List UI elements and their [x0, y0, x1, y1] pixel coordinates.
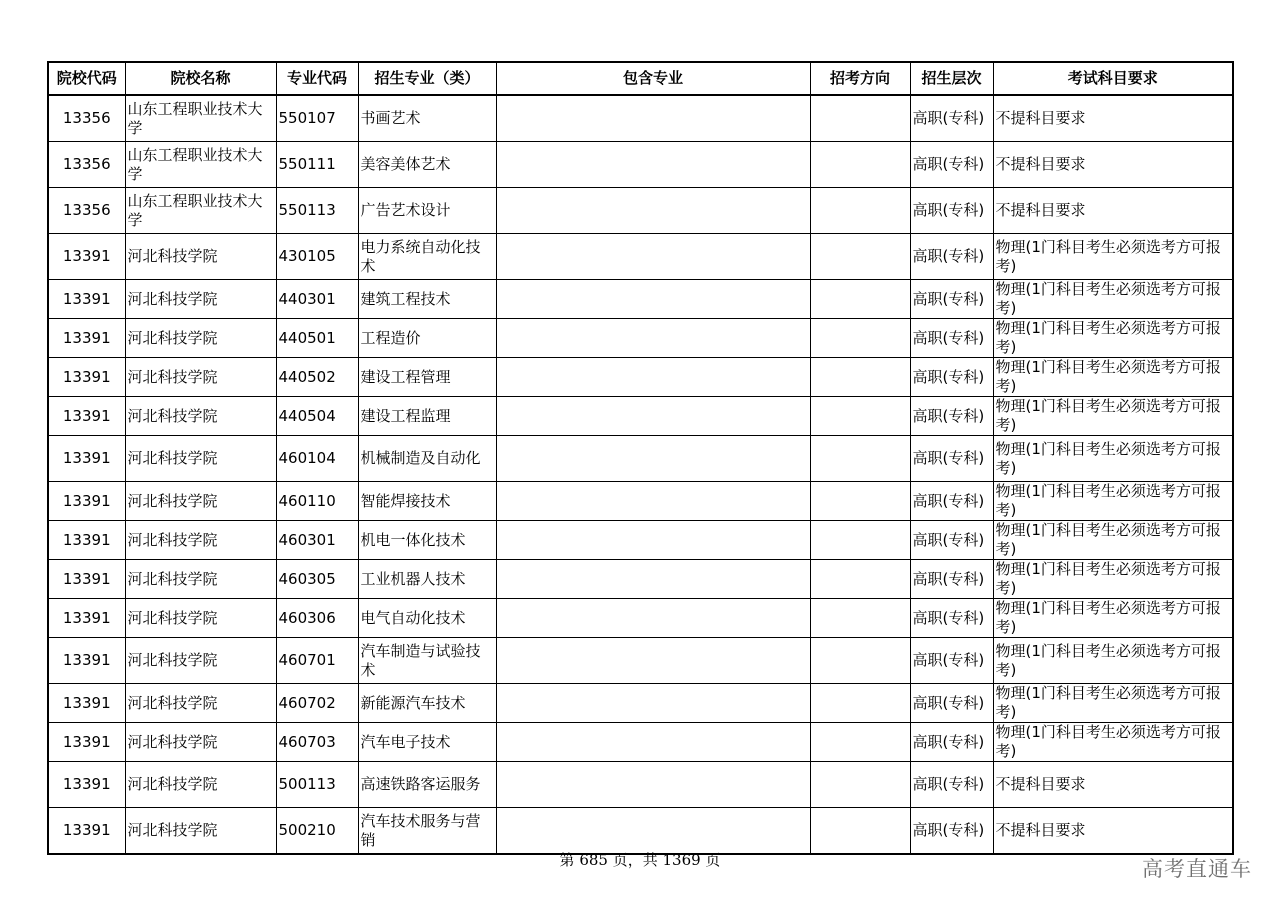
cell-direction: [810, 358, 910, 397]
cell-included-majors: [496, 762, 810, 808]
table-row: [48, 808, 1233, 855]
cell-level: 高职(专科): [910, 684, 993, 723]
cell-included-majors: [496, 397, 810, 436]
cell-subject-requirements: 不提科目要求: [993, 142, 1233, 188]
cell-level: 高职(专科): [910, 521, 993, 560]
page-number: 第 685 页，共 1369 页: [559, 851, 721, 869]
cell-included-majors: [496, 808, 810, 855]
cell-school-code: 13391: [48, 397, 125, 436]
header-subject-requirements: 考试科目要求: [993, 62, 1233, 95]
cell-subject-requirements: 物理(1门科目考生必须选考方可报考): [993, 397, 1233, 436]
header-major-code: 专业代码: [276, 62, 358, 95]
cell-major: 新能源汽车技术: [358, 684, 496, 723]
cell-school-code: 13391: [48, 521, 125, 560]
cell-school-code: 13391: [48, 723, 125, 762]
cell-level: 高职(专科): [910, 234, 993, 280]
cell-included-majors: [496, 188, 810, 234]
cell-direction: [810, 319, 910, 358]
table-row: [48, 188, 1233, 234]
cell-subject-requirements: 物理(1门科目考生必须选考方可报考): [993, 638, 1233, 684]
cell-subject-requirements: 物理(1门科目考生必须选考方可报考): [993, 482, 1233, 521]
cell-major-code: 460110: [276, 482, 358, 521]
cell-included-majors: [496, 95, 810, 142]
cell-level: 高职(专科): [910, 397, 993, 436]
cell-direction: [810, 684, 910, 723]
cell-major-code: 460305: [276, 560, 358, 599]
cell-school-name: 河北科技学院: [125, 762, 276, 808]
table-row: [48, 599, 1233, 638]
table-header-row: [48, 62, 1233, 95]
header-level: 招生层次: [910, 62, 993, 95]
cell-school-code: 13356: [48, 95, 125, 142]
cell-direction: [810, 521, 910, 560]
cell-included-majors: [496, 684, 810, 723]
cell-major: 智能焊接技术: [358, 482, 496, 521]
cell-major: 汽车电子技术: [358, 723, 496, 762]
header-school-name: 院校名称: [125, 62, 276, 95]
cell-direction: [810, 599, 910, 638]
table-row: [48, 762, 1233, 808]
header-major: 招生专业（类）: [358, 62, 496, 95]
cell-school-name: 山东工程职业技术大学: [125, 188, 276, 234]
cell-school-code: 13391: [48, 280, 125, 319]
cell-school-name: 河北科技学院: [125, 319, 276, 358]
cell-school-code: 13391: [48, 599, 125, 638]
cell-major-code: 430105: [276, 234, 358, 280]
cell-direction: [810, 280, 910, 319]
admissions-table: [47, 61, 1234, 855]
cell-school-name: 河北科技学院: [125, 599, 276, 638]
cell-school-code: 13391: [48, 436, 125, 482]
cell-level: 高职(专科): [910, 319, 993, 358]
cell-major: 高速铁路客运服务: [358, 762, 496, 808]
table-row: [48, 521, 1233, 560]
cell-school-name: 河北科技学院: [125, 638, 276, 684]
cell-major-code: 460301: [276, 521, 358, 560]
cell-school-code: 13356: [48, 188, 125, 234]
cell-included-majors: [496, 280, 810, 319]
cell-major-code: 440502: [276, 358, 358, 397]
cell-level: 高职(专科): [910, 358, 993, 397]
cell-school-code: 13356: [48, 142, 125, 188]
cell-major: 汽车技术服务与营销: [358, 808, 496, 855]
cell-subject-requirements: 物理(1门科目考生必须选考方可报考): [993, 684, 1233, 723]
cell-school-code: 13391: [48, 358, 125, 397]
table-row: [48, 482, 1233, 521]
cell-included-majors: [496, 319, 810, 358]
cell-school-name: 河北科技学院: [125, 560, 276, 599]
cell-school-name: 河北科技学院: [125, 280, 276, 319]
header-direction: 招考方向: [810, 62, 910, 95]
cell-major: 电气自动化技术: [358, 599, 496, 638]
cell-subject-requirements: 物理(1门科目考生必须选考方可报考): [993, 234, 1233, 280]
cell-major: 美容美体艺术: [358, 142, 496, 188]
cell-subject-requirements: 物理(1门科目考生必须选考方可报考): [993, 436, 1233, 482]
cell-major: 广告艺术设计: [358, 188, 496, 234]
cell-school-code: 13391: [48, 482, 125, 521]
cell-major: 工程造价: [358, 319, 496, 358]
cell-school-code: 13391: [48, 762, 125, 808]
cell-level: 高职(专科): [910, 560, 993, 599]
table-row: [48, 319, 1233, 358]
table-row: [48, 560, 1233, 599]
cell-school-name: 河北科技学院: [125, 234, 276, 280]
cell-major-code: 460701: [276, 638, 358, 684]
cell-direction: [810, 723, 910, 762]
cell-subject-requirements: 物理(1门科目考生必须选考方可报考): [993, 358, 1233, 397]
cell-school-code: 13391: [48, 560, 125, 599]
cell-level: 高职(专科): [910, 808, 993, 855]
cell-subject-requirements: 不提科目要求: [993, 188, 1233, 234]
cell-included-majors: [496, 723, 810, 762]
cell-subject-requirements: 物理(1门科目考生必须选考方可报考): [993, 560, 1233, 599]
cell-major: 建设工程监理: [358, 397, 496, 436]
header-school-code: 院校代码: [48, 62, 125, 95]
cell-level: 高职(专科): [910, 188, 993, 234]
cell-subject-requirements: 不提科目要求: [993, 762, 1233, 808]
cell-included-majors: [496, 142, 810, 188]
cell-direction: [810, 95, 910, 142]
cell-school-name: 山东工程职业技术大学: [125, 142, 276, 188]
cell-direction: [810, 397, 910, 436]
cell-school-name: 河北科技学院: [125, 723, 276, 762]
cell-major-code: 440504: [276, 397, 358, 436]
cell-major: 工业机器人技术: [358, 560, 496, 599]
cell-level: 高职(专科): [910, 280, 993, 319]
cell-school-name: 河北科技学院: [125, 808, 276, 855]
cell-school-code: 13391: [48, 234, 125, 280]
table-row: [48, 723, 1233, 762]
table-row: [48, 95, 1233, 142]
cell-subject-requirements: 物理(1门科目考生必须选考方可报考): [993, 319, 1233, 358]
cell-major: 建设工程管理: [358, 358, 496, 397]
header-included-majors: 包含专业: [496, 62, 810, 95]
cell-school-name: 河北科技学院: [125, 436, 276, 482]
cell-school-code: 13391: [48, 638, 125, 684]
cell-major-code: 460306: [276, 599, 358, 638]
cell-school-name: 河北科技学院: [125, 521, 276, 560]
table-row: [48, 358, 1233, 397]
cell-subject-requirements: 物理(1门科目考生必须选考方可报考): [993, 521, 1233, 560]
cell-school-name: 山东工程职业技术大学: [125, 95, 276, 142]
cell-major: 机械制造及自动化: [358, 436, 496, 482]
table-row: [48, 234, 1233, 280]
table-row: [48, 638, 1233, 684]
table-row: [48, 142, 1233, 188]
cell-major: 书画艺术: [358, 95, 496, 142]
cell-level: 高职(专科): [910, 723, 993, 762]
cell-school-name: 河北科技学院: [125, 358, 276, 397]
cell-major-code: 550113: [276, 188, 358, 234]
table-row: [48, 397, 1233, 436]
cell-level: 高职(专科): [910, 482, 993, 521]
table-row: [48, 436, 1233, 482]
cell-school-code: 13391: [48, 808, 125, 855]
cell-major-code: 500113: [276, 762, 358, 808]
cell-subject-requirements: 物理(1门科目考生必须选考方可报考): [993, 280, 1233, 319]
table-row: [48, 280, 1233, 319]
cell-direction: [810, 638, 910, 684]
cell-included-majors: [496, 436, 810, 482]
cell-level: 高职(专科): [910, 142, 993, 188]
cell-level: 高职(专科): [910, 762, 993, 808]
cell-level: 高职(专科): [910, 95, 993, 142]
cell-direction: [810, 482, 910, 521]
cell-subject-requirements: 物理(1门科目考生必须选考方可报考): [993, 599, 1233, 638]
cell-major-code: 460703: [276, 723, 358, 762]
cell-direction: [810, 808, 910, 855]
cell-level: 高职(专科): [910, 436, 993, 482]
cell-major-code: 460104: [276, 436, 358, 482]
cell-school-code: 13391: [48, 319, 125, 358]
cell-school-name: 河北科技学院: [125, 684, 276, 723]
cell-included-majors: [496, 599, 810, 638]
cell-major-code: 500210: [276, 808, 358, 855]
cell-major: 电力系统自动化技术: [358, 234, 496, 280]
cell-direction: [810, 142, 910, 188]
cell-direction: [810, 436, 910, 482]
cell-direction: [810, 762, 910, 808]
cell-major-code: 440301: [276, 280, 358, 319]
cell-major: 机电一体化技术: [358, 521, 496, 560]
cell-subject-requirements: 物理(1门科目考生必须选考方可报考): [993, 723, 1233, 762]
cell-included-majors: [496, 234, 810, 280]
cell-subject-requirements: 不提科目要求: [993, 95, 1233, 142]
cell-included-majors: [496, 482, 810, 521]
cell-level: 高职(专科): [910, 638, 993, 684]
cell-direction: [810, 560, 910, 599]
cell-major-code: 550111: [276, 142, 358, 188]
cell-direction: [810, 188, 910, 234]
cell-major-code: 460702: [276, 684, 358, 723]
cell-included-majors: [496, 560, 810, 599]
cell-major-code: 550107: [276, 95, 358, 142]
cell-included-majors: [496, 521, 810, 560]
cell-subject-requirements: 不提科目要求: [993, 808, 1233, 855]
cell-major: 建筑工程技术: [358, 280, 496, 319]
watermark-logo: 高考直通车: [1142, 857, 1252, 881]
table-row: [48, 684, 1233, 723]
cell-included-majors: [496, 358, 810, 397]
cell-school-name: 河北科技学院: [125, 482, 276, 521]
cell-major: 汽车制造与试验技术: [358, 638, 496, 684]
cell-level: 高职(专科): [910, 599, 993, 638]
cell-direction: [810, 234, 910, 280]
cell-major-code: 440501: [276, 319, 358, 358]
cell-school-code: 13391: [48, 684, 125, 723]
cell-school-name: 河北科技学院: [125, 397, 276, 436]
cell-included-majors: [496, 638, 810, 684]
